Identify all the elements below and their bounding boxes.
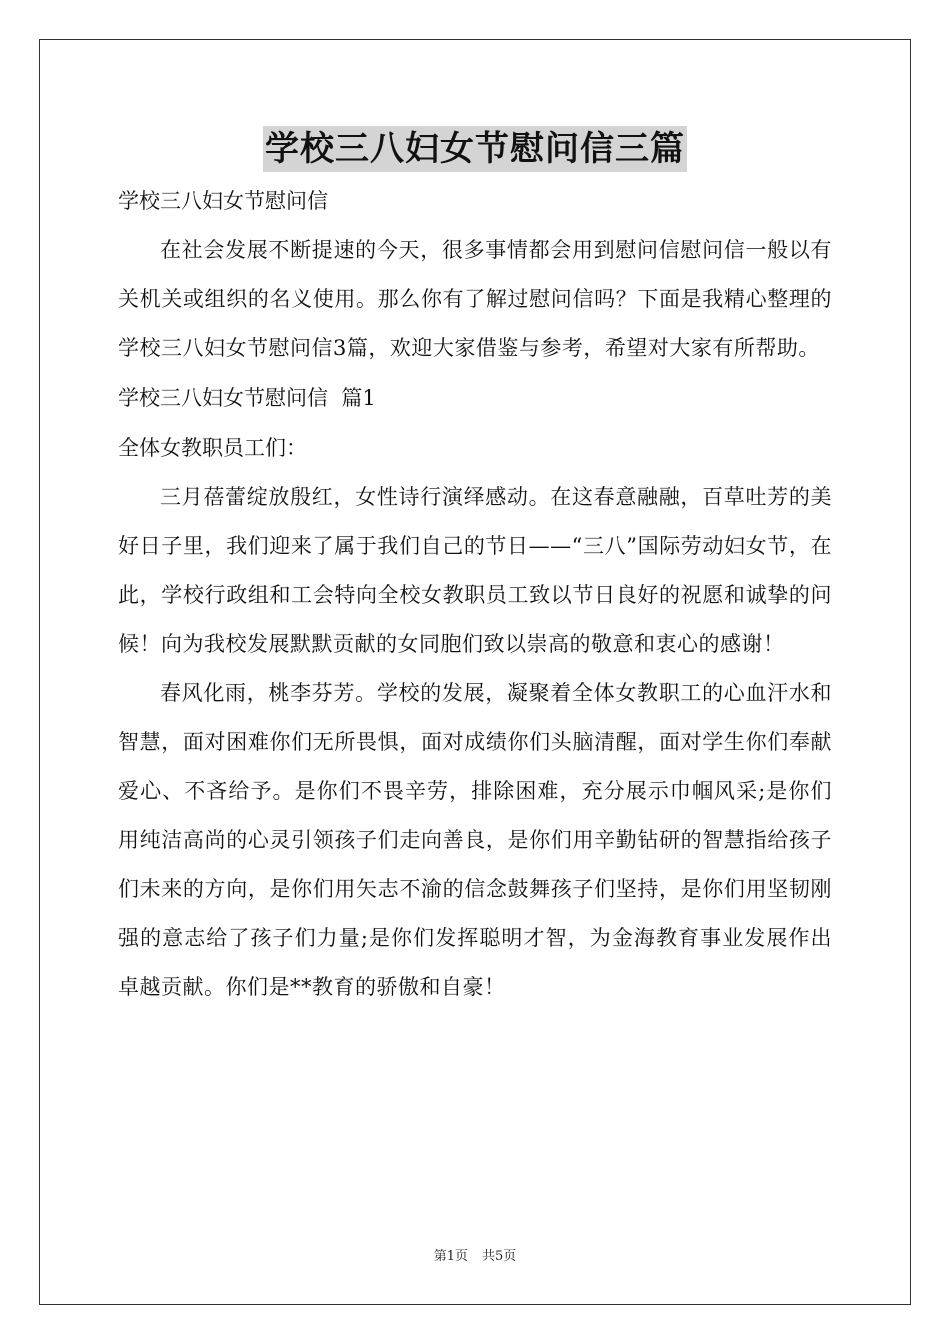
salutation: 全体女教职员工们： [118, 436, 307, 460]
body-paragraph-2: 春风化雨，桃李芬芳。学校的发展，凝聚着全体女教职工的心血汗水和智慧，面对困难你们无所畏惧，面对成绩你们头脑清醒，面对学生你们奉献爱心、不吝给予。是你们不畏辛劳，排除困难，充分展示巾帼风采;是你们用纯洁高尚的心灵引领孩子们走向善良，是你们用辛勤钻研的智慧指给孩子们未来的方向，是你们用矢志不渝的信念鼓舞孩子们坚持，是你们用坚韧刚强的意志给了孩子们力量;是你们发挥聪明才智，为金海教育事业发展作出卓越贡献。你们是**教育的骄傲和自豪！ [118, 681, 832, 999]
body-paragraph-1: 三月蓓蕾绽放殷红，女性诗行演绎感动。在这春意融融，百草吐芳的美好日子里，我们迎来了属于我们自己的节日——“三八”国际劳动妇女节，在此，学校行政组和工会特向全校女教职员工致以节日良好的祝愿和诚挚的问候！向为我校发展默默贡献的女同胞们致以崇高的敬意和衷心的感谢！ [118, 485, 832, 656]
subtitle: 学校三八妇女节慰问信 [118, 189, 328, 213]
document-title: 学校三八妇女节慰问信三篇 [263, 126, 687, 172]
page-number: 第1页 [433, 1249, 468, 1264]
section-title: 学校三八妇女节慰问信 篇1 [118, 386, 376, 410]
document-body [118, 176, 832, 1012]
intro-paragraph: 在社会发展不断提速的今天，很多事情都会用到慰问信慰问信一般以有关机关或组织的名义使用。那么你有了解过慰问信吗？下面是我精心整理的学校三八妇女节慰问信3篇，欢迎大家借鉴与参考，希望对大家有所帮助。 [118, 238, 832, 360]
page-footer [0, 1245, 950, 1264]
title-container [0, 126, 950, 172]
page-total: 共5页 [482, 1249, 517, 1264]
